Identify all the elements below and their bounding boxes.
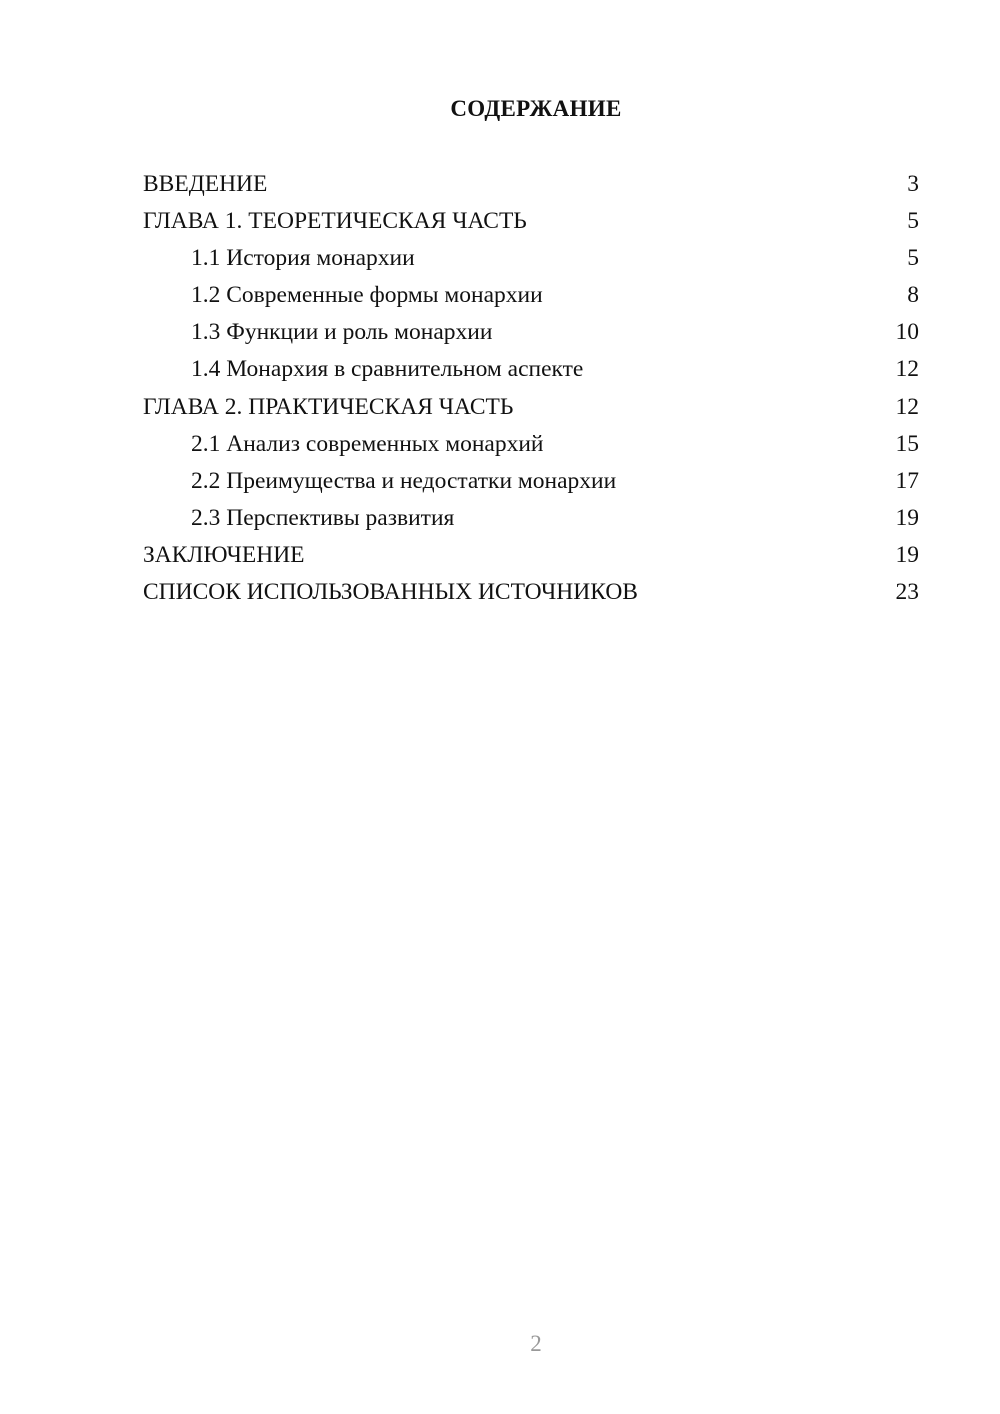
toc-entry-page: 5 xyxy=(907,245,919,272)
toc-entry-label: 1.4 Монархия в сравнительном аспекте xyxy=(191,356,584,383)
toc-entry-label: 2.1 Анализ современных монархий xyxy=(191,430,544,457)
toc-entry-page: 12 xyxy=(895,356,919,383)
toc-entry-page: 19 xyxy=(895,541,919,568)
toc-entry-section-2-3[interactable] xyxy=(143,500,919,537)
toc-entry-section-1-3[interactable] xyxy=(143,314,919,351)
toc-entry-section-1-4[interactable] xyxy=(143,351,919,388)
toc-entry-references[interactable] xyxy=(143,574,919,611)
toc-entry-section-2-2[interactable] xyxy=(143,463,919,500)
toc-entry-page: 23 xyxy=(895,579,919,606)
toc-entry-introduction[interactable] xyxy=(143,166,919,203)
toc-entry-chapter-1[interactable] xyxy=(143,203,919,240)
toc-entry-label: ЗАКЛЮЧЕНИЕ xyxy=(143,541,305,568)
table-of-contents xyxy=(143,166,919,611)
toc-entry-chapter-2[interactable] xyxy=(143,389,919,426)
page-number: 2 xyxy=(530,1331,542,1356)
toc-entry-label: 2.2 Преимущества и недостатки монархии xyxy=(191,467,617,494)
toc-entry-page: 15 xyxy=(895,430,919,457)
toc-entry-label: 2.3 Перспективы развития xyxy=(191,504,455,531)
toc-entry-section-1-2[interactable] xyxy=(143,277,919,314)
toc-entry-page: 8 xyxy=(907,282,919,309)
toc-entry-label: 1.1 История монархии xyxy=(191,245,415,272)
toc-entry-section-2-1[interactable] xyxy=(143,426,919,463)
page-title: СОДЕРЖАНИЕ xyxy=(450,96,622,121)
toc-entry-conclusion[interactable] xyxy=(143,537,919,574)
toc-entry-label: ГЛАВА 1. ТЕОРЕТИЧЕСКАЯ ЧАСТЬ xyxy=(143,208,527,235)
toc-entry-page: 5 xyxy=(907,208,919,235)
toc-entry-page: 3 xyxy=(907,171,919,197)
toc-entry-page: 17 xyxy=(895,467,919,494)
toc-entry-label: ВВЕДЕНИЕ xyxy=(143,171,268,197)
toc-entry-page: 19 xyxy=(895,504,919,531)
toc-entry-label: СПИСОК ИСПОЛЬЗОВАННЫХ ИСТОЧНИКОВ xyxy=(143,579,638,606)
toc-entry-label: ГЛАВА 2. ПРАКТИЧЕСКАЯ ЧАСТЬ xyxy=(143,393,514,420)
toc-entry-label: 1.2 Современные формы монархии xyxy=(191,282,543,309)
toc-entry-section-1-1[interactable] xyxy=(143,240,919,277)
toc-entry-page: 12 xyxy=(895,393,919,420)
toc-entry-page: 10 xyxy=(895,319,919,346)
toc-entry-label: 1.3 Функции и роль монархии xyxy=(191,319,493,346)
